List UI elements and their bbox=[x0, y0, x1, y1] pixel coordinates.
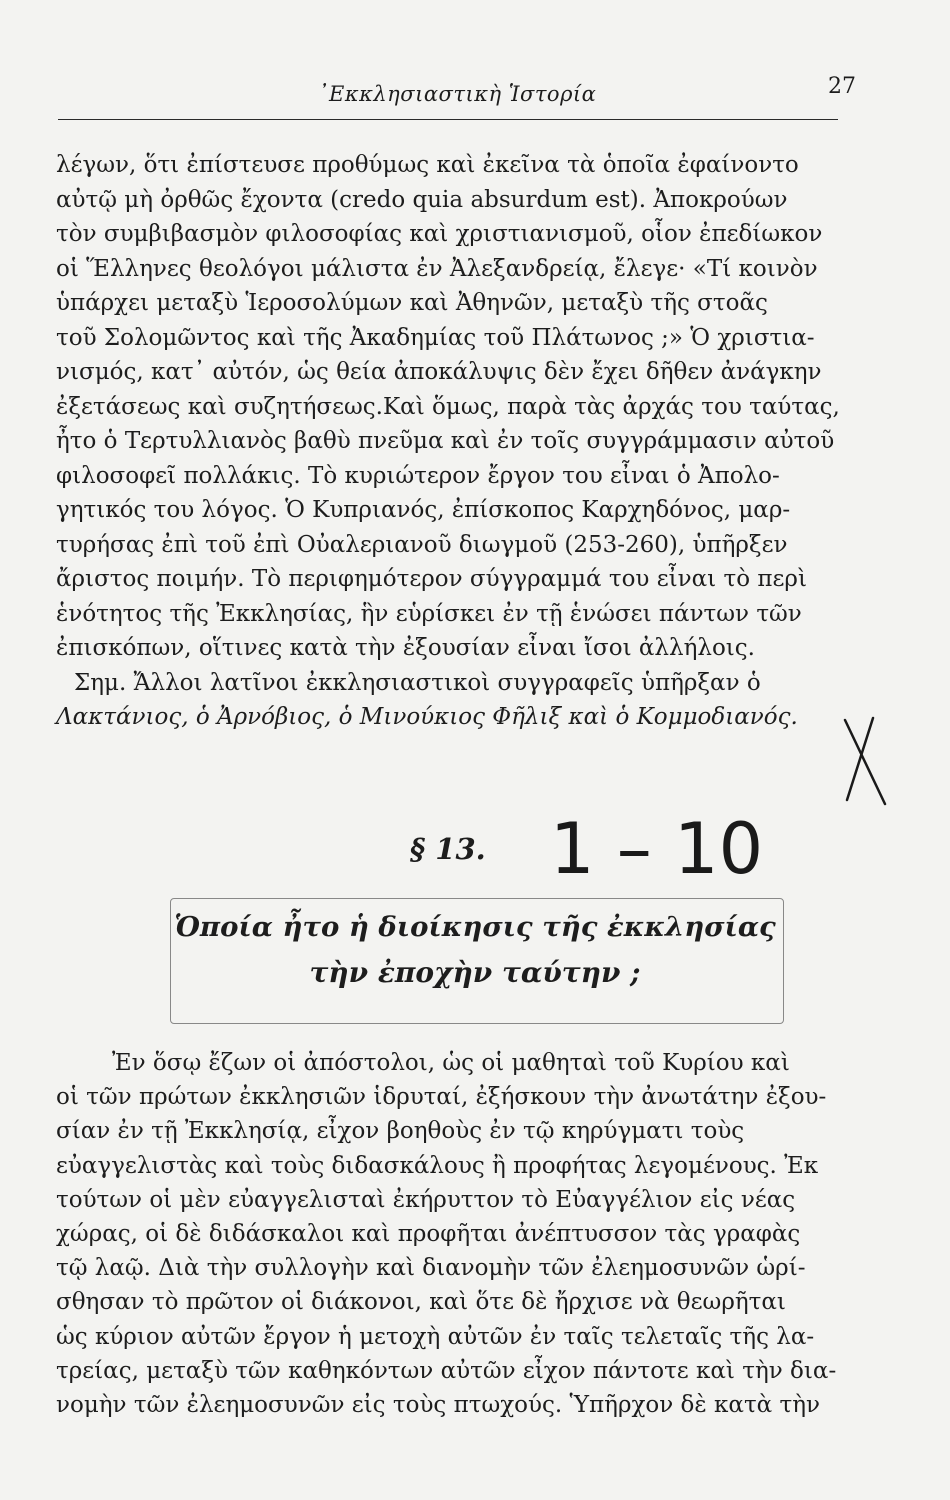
section-number: § 13. bbox=[410, 832, 486, 866]
handwritten-annotation-text: 1 – 10 bbox=[550, 808, 764, 885]
text-line: ἐπισκόπων, οἵτινες κατὰ τὴν ἐξουσίαν εἶναι ἴσοι ἀλλήλοις. bbox=[56, 635, 755, 661]
text-line: Ἐν ὅσῳ ἔζων οἱ ἀπόστολοι, ὡς οἱ μαθηταὶ τοῦ Κυρίου καὶ bbox=[112, 1050, 790, 1076]
text-line: τυρήσας ἐπὶ τοῦ ἐπὶ Οὐαλεριανοῦ διωγμοῦ (253-260), ὑπῆρξεν bbox=[56, 531, 788, 558]
running-head: ᾽Εκκλησιαστικὴ Ἱστορία bbox=[318, 82, 597, 106]
text-line: γητικός του λόγος. Ὁ Κυπριανός, ἐπίσκοπος Καρχηδόνος, μαρ- bbox=[56, 497, 791, 523]
text-line: τῷ λαῷ. Διὰ τὴν συλλογὴν καὶ διανομὴν τῶν ἐλεημοσυνῶν ὡρί- bbox=[56, 1255, 806, 1282]
text-line: τούτων οἱ μὲν εὐαγγελισταὶ ἐκήρυττον τὸ Εὐαγγέλιον εἰς νέας bbox=[56, 1186, 796, 1213]
text-line: ἑνότητος τῆς Ἐκκλησίας, ἣν εὑρίσκει ἐν τῇ ἑνώσει πάντων τῶν bbox=[56, 600, 802, 627]
text-line: ἄριστος ποιμήν. Τὸ περιφημότερον σύγγραμμά του εἶναι τὸ περὶ bbox=[56, 566, 807, 592]
text-line: τὸν συμβιβασμὸν φιλοσοφίας καὶ χριστιανισμοῦ, οἷον ἐπεδίωκον bbox=[56, 221, 823, 247]
section-title bbox=[170, 904, 780, 996]
text-line: εὐαγγελιστὰς καὶ τοὺς διδασκάλους ἢ προφήτας λεγομένους. Ἐκ bbox=[56, 1152, 819, 1179]
paragraph-2 bbox=[56, 1046, 856, 1422]
note-line: Λακτάνιος, ὁ Ἀρνόβιος, ὁ Μινούκιος Φῆλιξ καὶ ὁ Κομμοδιανός. bbox=[56, 704, 798, 730]
handwritten-annotation bbox=[540, 795, 780, 885]
section-title-line: τὴν ἐποχὴν ταύτην ; bbox=[309, 956, 641, 989]
text-line: νομὴν τῶν ἐλεημοσυνῶν εἰς τοὺς πτωχούς. Ὑπῆρχον δὲ κατὰ τὴν bbox=[56, 1392, 820, 1419]
paragraph-1 bbox=[56, 148, 856, 735]
note-line: Σημ. Ἄλλοι λατῖνοι ἐκκλησιαστικοὶ συγγραφεῖς ὑπῆρξαν ὁ bbox=[74, 669, 761, 696]
text-line: ὑπάρχει μεταξὺ Ἱεροσολύμων καὶ Ἀθηνῶν, μεταξὺ τῆς στοᾶς bbox=[56, 290, 768, 316]
text-line: σθησαν τὸ πρῶτον οἱ διάκονοι, καὶ ὅτε δὲ ἤρχισε νὰ θεωρῆται bbox=[56, 1289, 786, 1316]
text-line: ὡς κύριον αὐτῶν ἔργον ἡ μετοχὴ αὐτῶν ἐν ταῖς τελεταῖς τῆς λα- bbox=[56, 1323, 815, 1350]
text-line: οἱ Ἕλληνες θεολόγοι μάλιστα ἐν Ἀλεξανδρείᾳ, ἔλεγε· «Τί κοινὸν bbox=[56, 255, 818, 282]
text-line: χώρας, οἱ δὲ διδάσκαλοι καὶ προφῆται ἀνέπτυσσον τὰς γραφὰς bbox=[56, 1221, 801, 1248]
page-header bbox=[58, 74, 856, 114]
text-line: ἐξετάσεως καὶ συζητήσεως.Καὶ ὅμως, παρὰ τὰς ἀρχάς του ταύτας, bbox=[56, 393, 840, 420]
text-line: οἱ τῶν πρώτων ἐκκλησιῶν ἱδρυταί, ἐξήσκουν τὴν ἀνωτάτην ἐξου- bbox=[56, 1084, 827, 1111]
text-line: ἦτο ὁ Τερτυλλιανὸς βαθὺ πνεῦμα καὶ ἐν τοῖς συγγράμμασιν αὐτοῦ bbox=[56, 428, 835, 454]
text-line: αὐτῷ μὴ ὀρθῶς ἔχοντα (credo quia absurdum est). Ἀποκρούων bbox=[56, 186, 788, 213]
text-line: νισμός, κατ᾽ αὐτόν, ὡς θεία ἀποκάλυψις δὲν ἔχει δῆθεν ἀνάγκην bbox=[56, 359, 822, 385]
text-line: λέγων, ὅτι ἐπίστευσε προθύμως καὶ ἐκεῖνα τὰ ὁποῖα ἐφαίνοντο bbox=[56, 152, 799, 178]
handwritten-x-mark bbox=[835, 712, 895, 812]
text-line: σίαν ἐν τῇ Ἐκκλησίᾳ, εἶχον βοηθοὺς ἐν τῷ κηρύγματι τοὺς bbox=[56, 1118, 745, 1145]
section-title-line: Ὁποία ἦτο ἡ διοίκησις τῆς ἐκκλησίας bbox=[174, 911, 776, 943]
text-line: φιλοσοφεῖ πολλάκις. Τὸ κυριώτερον ἔργον του εἶναι ὁ Ἀπολο- bbox=[56, 462, 780, 489]
header-rule bbox=[58, 119, 838, 120]
text-line: τοῦ Σολομῶντος καὶ τῆς Ἀκαδημίας τοῦ Πλάτωνος ;» Ὁ χριστια- bbox=[56, 324, 815, 351]
page-number: 27 bbox=[828, 74, 856, 99]
text-line: τρείας, μεταξὺ τῶν καθηκόντων αὐτῶν εἶχον πάντοτε καὶ τὴν δια- bbox=[56, 1357, 837, 1384]
